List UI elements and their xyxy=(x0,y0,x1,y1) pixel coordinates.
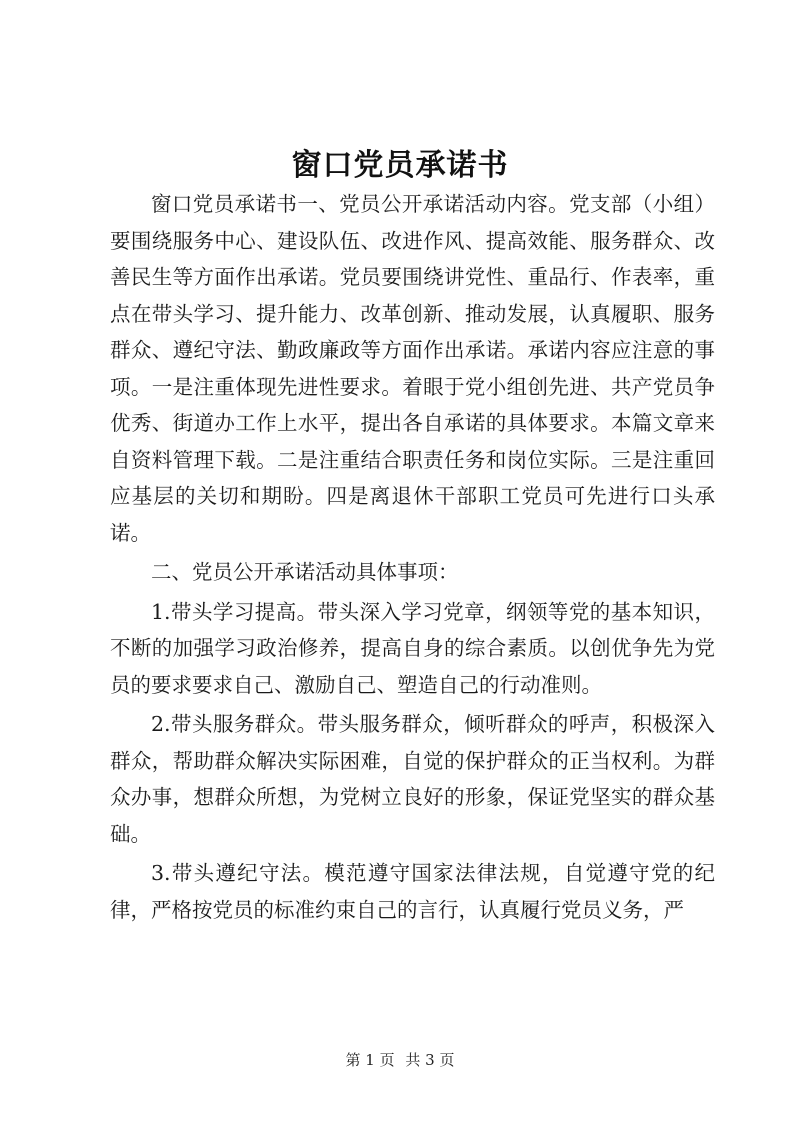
page-number: 第 1 页 xyxy=(345,1051,395,1069)
paragraph-item-2: 2.带头服务群众。带头服务群众，倾听群众的呼声，积极深入群众，帮助群众解决实际困难，自觉的保护群众的正当权利。为群众办事，想群众所想，为党树立良好的形象，保证党坚实的群众基础。 xyxy=(110,712,715,846)
page-footer xyxy=(0,1049,800,1070)
document-body xyxy=(110,186,715,928)
paragraph-intro: 窗口党员承诺书一、党员公开承诺活动内容。党支部（小组）要围绕服务中心、建设队伍、改进作风、提高效能、服务群众、改善民生等方面作出承诺。党员要围绕讲党性、重品行、作表率，重点在带头学习、提升能力、改革创新、推动发展，认真履职、服务群众、遵纪守法、勤政廉政等方面作出承诺。承诺内容应注意的事项。一是注重体现先进性要求。着眼于党小组创先进、共产党员争优秀、街道办工作上水平，提出各自承诺的具体要求。本篇文章来自资料管理下载。二是注重结合职责任务和岗位实际。三是注重回应基层的关切和期盼。四是离退休干部职工党员可先进行口头承诺。 xyxy=(110,192,715,545)
paragraph-item-1: 1.带头学习提高。带头深入学习党章，纲领等党的基本知识，不断的加强学习政治修养，提高自身的综合素质。以创优争先为党员的要求要求自己、激励自己、塑造自己的行动准则。 xyxy=(110,599,715,697)
paragraph-item-3: 3.带头遵纪守法。模范遵守国家法律法规，自觉遵守党的纪律，严格按党员的标准约束自己的言行，认真履行党员义务，严 xyxy=(110,861,715,922)
document-title: 窗口党员承诺书 xyxy=(291,148,509,183)
page-total: 共 3 页 xyxy=(405,1051,455,1069)
paragraph-section-heading: 二、党员公开承诺活动具体事项： xyxy=(151,560,459,584)
